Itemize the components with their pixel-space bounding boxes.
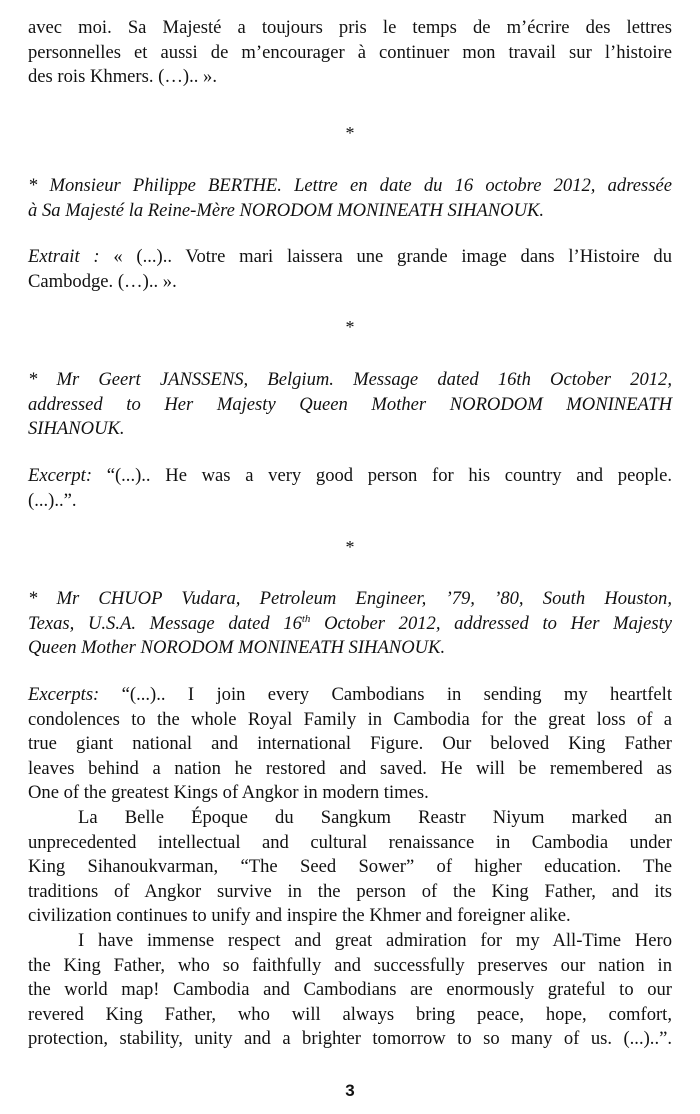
excerpt-text: “(...).. I join every Cambodians in sending my heartfelt — [99, 684, 672, 705]
text-line: civilization continues to unify and inspire the Khmer and foreigner alike. — [28, 905, 571, 927]
janssens-header — [28, 368, 672, 442]
text-line: des rois Khmers. (…).. ». — [28, 66, 218, 88]
closing-paragraph — [28, 16, 672, 90]
text-line: the King Father, who so faithfully and successfully preserves our nation in — [28, 954, 672, 976]
text-fragment: Texas, U.S.A. Message dated 16 — [28, 612, 302, 634]
text-line: à Sa Majesté la Reine-Mère NORODOM MONINEATH SIHANOUK. — [28, 199, 545, 221]
text-line: protection, stability, unity and a brighter tomorrow to so many of us. (...)..”. — [28, 1028, 672, 1050]
text-line: avec moi. Sa Majesté a toujours pris le temps de m’écrire des lettres — [28, 17, 672, 38]
section-separator: * — [345, 123, 355, 143]
janssens-excerpt — [28, 464, 672, 513]
text-line: personnelles et aussi de m’encourager à continuer mon travail sur l’histoire — [28, 41, 672, 63]
text-line: I have immense respect and great admiration for my All-Time Hero — [78, 930, 672, 951]
text-line: traditions of Angkor survive in the person of the King Father, and its — [28, 880, 672, 902]
page-number: 3 — [345, 1081, 355, 1100]
text-line: La Belle Époque du Sangkum Reastr Niyum marked an — [78, 807, 672, 828]
chuop-excerpt-p1 — [28, 683, 672, 806]
berthe-header — [28, 174, 672, 223]
text-fragment: October 2012, addressed to Her Majesty — [310, 612, 672, 634]
text-line: (...)..”. — [28, 489, 77, 511]
excerpt-label: Excerpts: — [28, 684, 100, 705]
section-separator: * — [345, 537, 355, 557]
text-line: One of the greatest Kings of Angkor in modern times. — [28, 782, 429, 804]
text-line: King Sihanoukvarman, “The Seed Sower” of higher education. The — [28, 856, 672, 878]
text-line: true giant national and international Figure. Our beloved King Father — [28, 733, 672, 755]
text-line: * Mr CHUOP Vudara, Petroleum Engineer, ’79, ’80, South Houston, — [28, 588, 672, 609]
chuop-excerpt-p2 — [28, 806, 672, 929]
berthe-excerpt — [28, 245, 672, 294]
text-line: unprecedented intellectual and cultural renaissance in Cambodia under — [28, 831, 672, 853]
text-line: SIHANOUK. — [28, 418, 125, 440]
text-line: * Monsieur Philippe BERTHE. Lettre en date du 16 octobre 2012, adressée — [28, 175, 672, 196]
excerpt-label: Excerpt: — [28, 465, 93, 486]
text-line: condolences to the whole Royal Family in Cambodia for the great loss of a — [28, 708, 672, 730]
text-line: addressed to Her Majesty Queen Mother NORODOM MONINEATH — [28, 393, 672, 415]
text-line: * Mr Geert JANSSENS, Belgium. Message dated 16th October 2012, — [28, 369, 672, 390]
excerpt-text: “(...).. He was a very good person for his country and people. — [92, 465, 672, 486]
section-separator: * — [345, 317, 355, 337]
text-line: Cambodge. (…).. ». — [28, 270, 177, 292]
text-line: revered King Father, who will always bring peace, hope, comfort, — [28, 1003, 672, 1025]
text-line: leaves behind a nation he restored and saved. He will be remembered as — [28, 757, 672, 779]
text-line: Queen Mother NORODOM MONINEATH SIHANOUK. — [28, 637, 446, 659]
text-line: the world map! Cambodia and Cambodians are enormously grateful to our — [28, 979, 672, 1001]
chuop-header — [28, 587, 672, 661]
excerpt-label: Extrait : — [28, 246, 100, 267]
ordinal-suffix: th — [301, 612, 311, 625]
chuop-excerpt-p3 — [28, 929, 672, 1052]
excerpt-text: « (...).. Votre mari laissera une grande image dans l’Histoire du — [99, 246, 672, 267]
